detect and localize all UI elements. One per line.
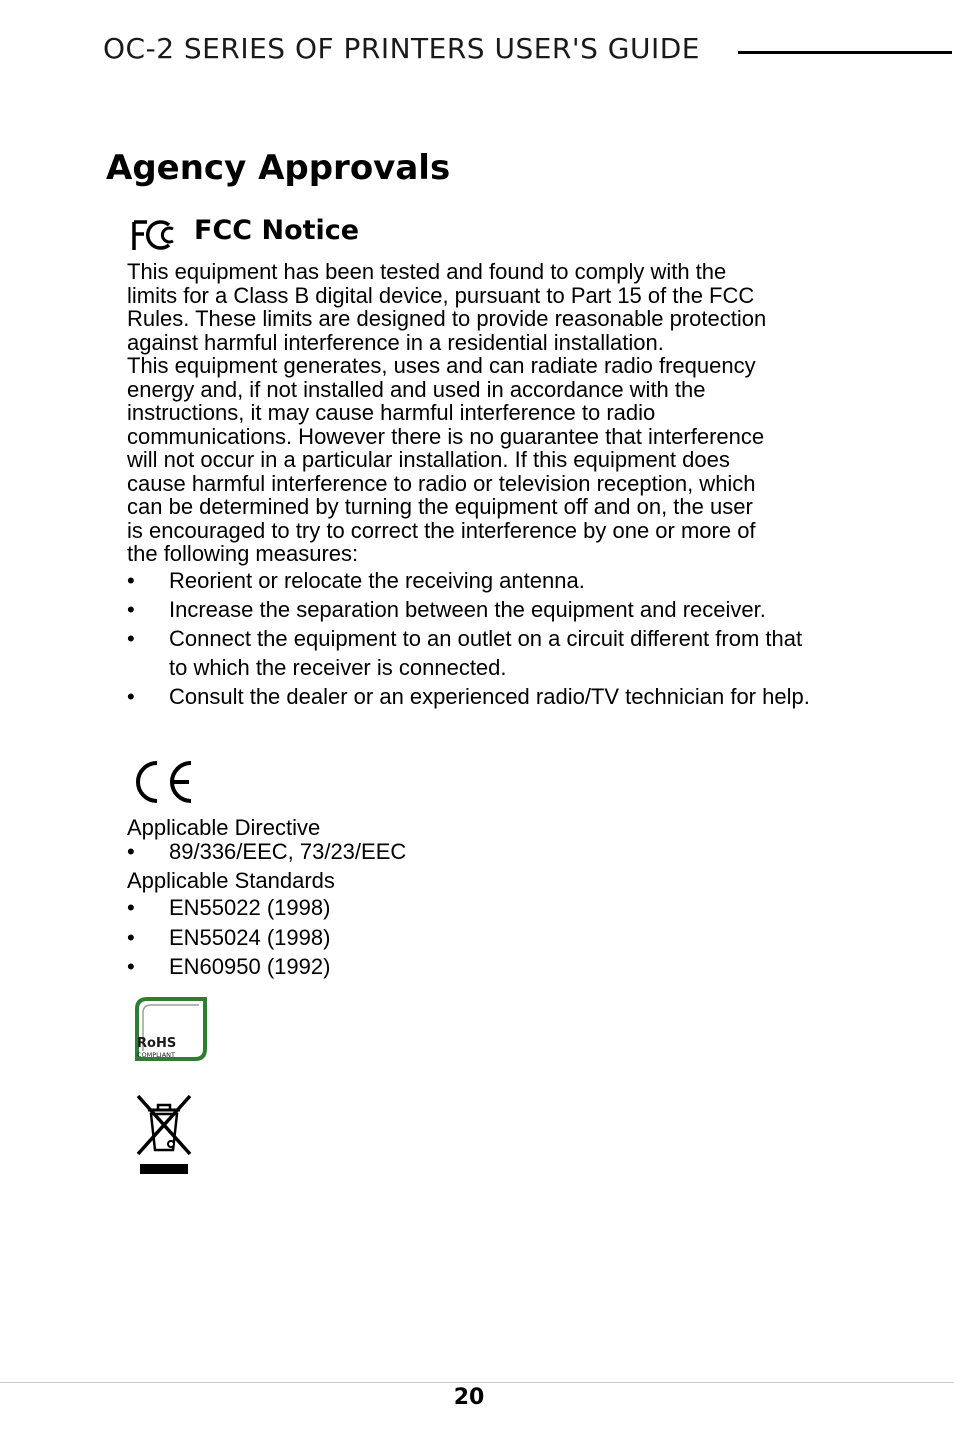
fcc-line: limits for a Class B digital device, pursuant to Part 15 of the FCC — [127, 282, 755, 308]
fcc-line: This equipment generates, uses and can radiate radio frequency — [127, 353, 756, 378]
bullet: • — [127, 924, 135, 950]
bullet: • — [127, 954, 135, 979]
list-item: • 89/336/EEC, 73/23/EEC — [127, 839, 407, 864]
list-item: • EN60950 (1992) — [127, 952, 817, 982]
ce-section — [127, 816, 817, 982]
fcc-line: is encouraged to try to correct the interference by one or more of — [127, 517, 756, 543]
fcc-line: the following measures: — [127, 541, 359, 566]
ce-mark-icon — [135, 759, 197, 805]
fcc-line: will not occur in a particular installation. If this equipment does — [127, 447, 730, 472]
page-number: 20 — [453, 1385, 485, 1410]
fcc-notice-body — [127, 260, 817, 711]
bullet: • — [127, 567, 135, 593]
bullet: • — [127, 839, 135, 864]
bullet: • — [127, 683, 135, 709]
fcc-line: cause harmful interference to radio or television reception, which — [127, 470, 756, 496]
rohs-text: RoHS — [137, 1036, 177, 1051]
list-item: • EN55022 (1998) — [127, 893, 817, 923]
bullet: • — [127, 895, 135, 920]
applicable-directive-heading: Applicable Directive — [127, 815, 321, 840]
applicable-standards-heading: Applicable Standards — [127, 868, 335, 893]
standards-list — [127, 893, 817, 982]
bullet: • — [127, 596, 135, 622]
list-item: • EN55024 (1998) — [127, 923, 817, 953]
header-rule — [738, 51, 952, 54]
fcc-line: Rules. These limits are designed to provide reasonable protection — [127, 306, 767, 331]
footer-rule — [0, 1382, 954, 1383]
bullet: • — [127, 625, 135, 651]
rohs-compliant-icon — [133, 995, 209, 1063]
fcc-line: communications. However there is no guarantee that interference — [127, 423, 765, 449]
directive-list — [127, 840, 817, 864]
fcc-line: instructions, it may cause harmful interference to radio — [127, 400, 656, 425]
fcc-line: energy and, if not installed and used in accordance with the — [127, 376, 706, 402]
fcc-line: against harmful interference in a residential installation. — [127, 329, 664, 355]
page-title: Agency Approvals — [106, 148, 451, 188]
fcc-line: This equipment has been tested and found to comply with the — [127, 259, 727, 284]
fcc-notice-heading: FCC Notice — [194, 215, 360, 246]
fcc-line: can be determined by turning the equipment off and on, the user — [127, 494, 753, 519]
running-header: OC-2 SERIES OF PRINTERS USER'S GUIDE — [103, 32, 700, 65]
list-item: • Reorient or relocate the receiving antenna. — [127, 567, 585, 593]
crossed-out-bin-icon — [134, 1092, 194, 1178]
rohs-subtext: COMPLIANT — [137, 1051, 176, 1059]
list-item: • Connect the equipment to an outlet on a circuit different from that to which the receiver is connected. — [127, 625, 803, 680]
list-item: • Increase the separation between the equipment and receiver. — [127, 596, 766, 622]
fcc-measures-list — [127, 566, 817, 711]
list-item: • Consult the dealer or an experienced radio/TV technician for help. — [127, 683, 810, 709]
fcc-logo-icon — [131, 218, 181, 252]
